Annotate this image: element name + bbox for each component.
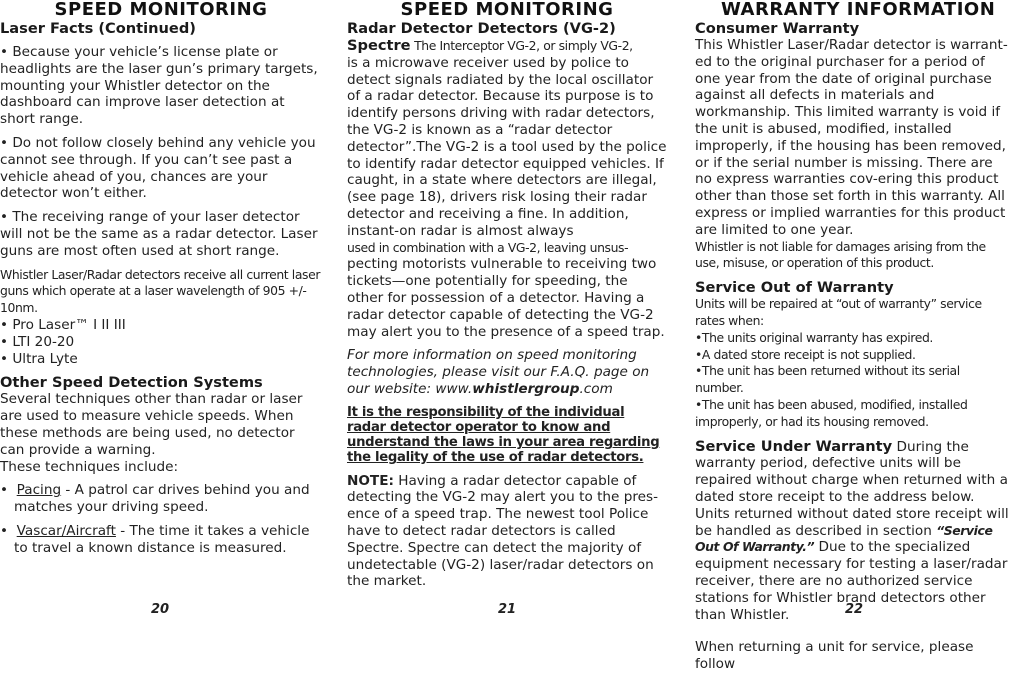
page-21-header: SPEED MONITORING bbox=[400, 0, 614, 20]
gun-item: • LTI 20-20 bbox=[0, 333, 75, 350]
techniques-intro: These techniques include: bbox=[0, 458, 179, 475]
liability-text: Whistler is not liable for damages arising from the use, misuse, or operation of this product. bbox=[695, 238, 986, 271]
note-label: NOTE: bbox=[347, 472, 394, 489]
more-info-text bbox=[347, 347, 667, 397]
website-suffix: .com bbox=[579, 380, 613, 397]
out-of-warranty-intro: Units will be repaired at “out of warranty” service rates when: bbox=[695, 296, 982, 328]
other-systems-text: Several techniques other than radar or laser are used to measure vehicle speeds. When these methods are being used, no detector can provide a warning. bbox=[0, 391, 303, 458]
more-info-lead: For more information on speed monitoring technologies, please visit our F.A.Q. page on our website: www. bbox=[347, 347, 650, 397]
spectre-title: Spectre bbox=[347, 37, 411, 54]
vg2-intro-small: The Interceptor VG-2, or simply VG-2, bbox=[410, 38, 633, 53]
other-systems-title: Other Speed Detection Systems bbox=[0, 374, 263, 392]
note-text bbox=[347, 473, 667, 591]
page-22-column bbox=[695, 0, 1010, 673]
out-of-warranty-item: •The units original warranty has expired. bbox=[695, 329, 933, 345]
gun-item: • Pro Laser™ I II III bbox=[0, 316, 126, 333]
under-warranty-ref: “Service Out Of Warranty.” bbox=[695, 522, 993, 555]
under-warranty-text bbox=[695, 438, 1010, 624]
bullet-follow-closely: • Do not follow closely behind any vehicle you cannot see through. If you can’t see past a vehicle ahead of you, chances are your detector won’t either. bbox=[0, 134, 316, 202]
vg2-para-a: is a microwave receiver used by police to detect signals radiated by the local oscillator of a radar detector. Because its purpose is to identify persons driving with radar detectors, the VG-2 is known as a “radar detector detector”.The VG-2 is a tool used by the police to identify radar detector equipped vehicles. If caught, in a state where detectors are illegal, (see page 18), drivers risk losing their radar detector and receiving a fine. In addition, instant-on radar is almost always bbox=[347, 54, 667, 239]
page-20-column bbox=[0, 0, 322, 557]
note-body: Having a radar detector capable of detecting the VG-2 may alert you to the pres-ence of a speed trap. The newest tool Police have to detect radar detectors is called Spectre. Spectre can detect the majority of undetectable (VG-2) laser/radar detectors on the market. bbox=[347, 472, 658, 590]
technique-term: Vascar/Aircraft bbox=[16, 522, 116, 539]
out-of-warranty-item: •A dated store receipt is not supplied. bbox=[695, 346, 916, 362]
under-warranty-body-a: During the warranty period, defective units will be repaired without charge when returned with a dated store receipt to the address below. Units returned without dated store receipt will be handled as described in section bbox=[695, 438, 1009, 539]
technique-desc: - The time it takes a vehicle to travel a known distance is measured. bbox=[14, 522, 310, 556]
under-warranty-body-b: Due to the specialized equipment necessary for testing a laser/radar receiver, there are no authorized service stations for Whistler brand detectors other than Whistler. bbox=[695, 539, 1008, 623]
bullet-receiving-range: • The receiving range of your laser detector will not be the same as a radar detector. Laser guns are most often used at short range. bbox=[0, 209, 318, 259]
wavelength-text: Whistler Laser/Radar detectors receive all current laser guns which operate at a laser wavelength of 905 +/- 10nm. bbox=[0, 266, 321, 316]
page-20-header: SPEED MONITORING bbox=[54, 0, 268, 20]
technique-vascar: • Vascar/Aircraft - The time it takes a vehicle to travel a known distance is measured. bbox=[0, 522, 310, 556]
vg2-intro bbox=[347, 37, 667, 55]
technique-term: Pacing bbox=[16, 482, 62, 499]
out-of-warranty-title: Service Out of Warranty bbox=[695, 279, 894, 297]
vg2-para-c: pecting motorists vulnerable to receiving two tickets—one potentially for speeding, the other for possession of a detector. Having a radar detector capable of detecting the VG-2 may alert you to the presence of a speed trap. bbox=[347, 256, 665, 340]
returning-text: When returning a unit for service, please follow bbox=[695, 639, 974, 673]
vg2-title: Radar Detector Detectors (VG-2) bbox=[347, 20, 616, 37]
bullet-license-plate: • Because your vehicle’s license plate or headlights are the laser gun’s primary targets, mounting your Whistler detector on the dashboard can improve laser detection at short range. bbox=[0, 44, 318, 128]
legal-warning: It is the responsibility of the individual radar detector operator to know and understand the laws in your area regarding the legality of the use of radar detectors. bbox=[347, 404, 660, 466]
consumer-warranty-text: This Whistler Laser/Radar detector is warrant-ed to the original purchaser for a period of one year from the date of original purchase against all defects in materials and workmanship. This limited warranty is void if the unit is abused, modified, installed improperly, if the housing has been removed, or if the serial number is missing. There are no express warranties cov-ering this product other than those set forth in this warranty. All express or implied warranties for this product are limited to one year. bbox=[695, 37, 1008, 238]
gun-item: • Ultra Lyte bbox=[0, 350, 78, 367]
out-of-warranty-item: •The unit has been returned without its serial number. bbox=[695, 363, 960, 396]
page-22-header: WARRANTY INFORMATION bbox=[721, 0, 996, 20]
under-warranty-title: Service Under Warranty bbox=[695, 437, 893, 455]
consumer-warranty-title: Consumer Warranty bbox=[695, 20, 860, 37]
page-21-column bbox=[347, 0, 667, 590]
page-number-22: 22 bbox=[845, 602, 864, 617]
vg2-para-b: used in combination with a VG-2, leaving unsus- bbox=[347, 239, 629, 255]
technique-desc: - A patrol car drives behind you and matches your driving speed. bbox=[14, 482, 310, 516]
website-link[interactable]: whistlergroup bbox=[472, 380, 580, 397]
page-number-21: 21 bbox=[498, 602, 517, 617]
out-of-warranty-item: •The unit has been abused, modified, installed improperly, or had its housing removed. bbox=[695, 396, 968, 429]
page-number-20: 20 bbox=[151, 602, 170, 617]
laser-facts-title: Laser Facts (Continued) bbox=[0, 20, 196, 37]
technique-pacing: • Pacing - A patrol car drives behind you and matches your driving speed. bbox=[0, 482, 310, 516]
